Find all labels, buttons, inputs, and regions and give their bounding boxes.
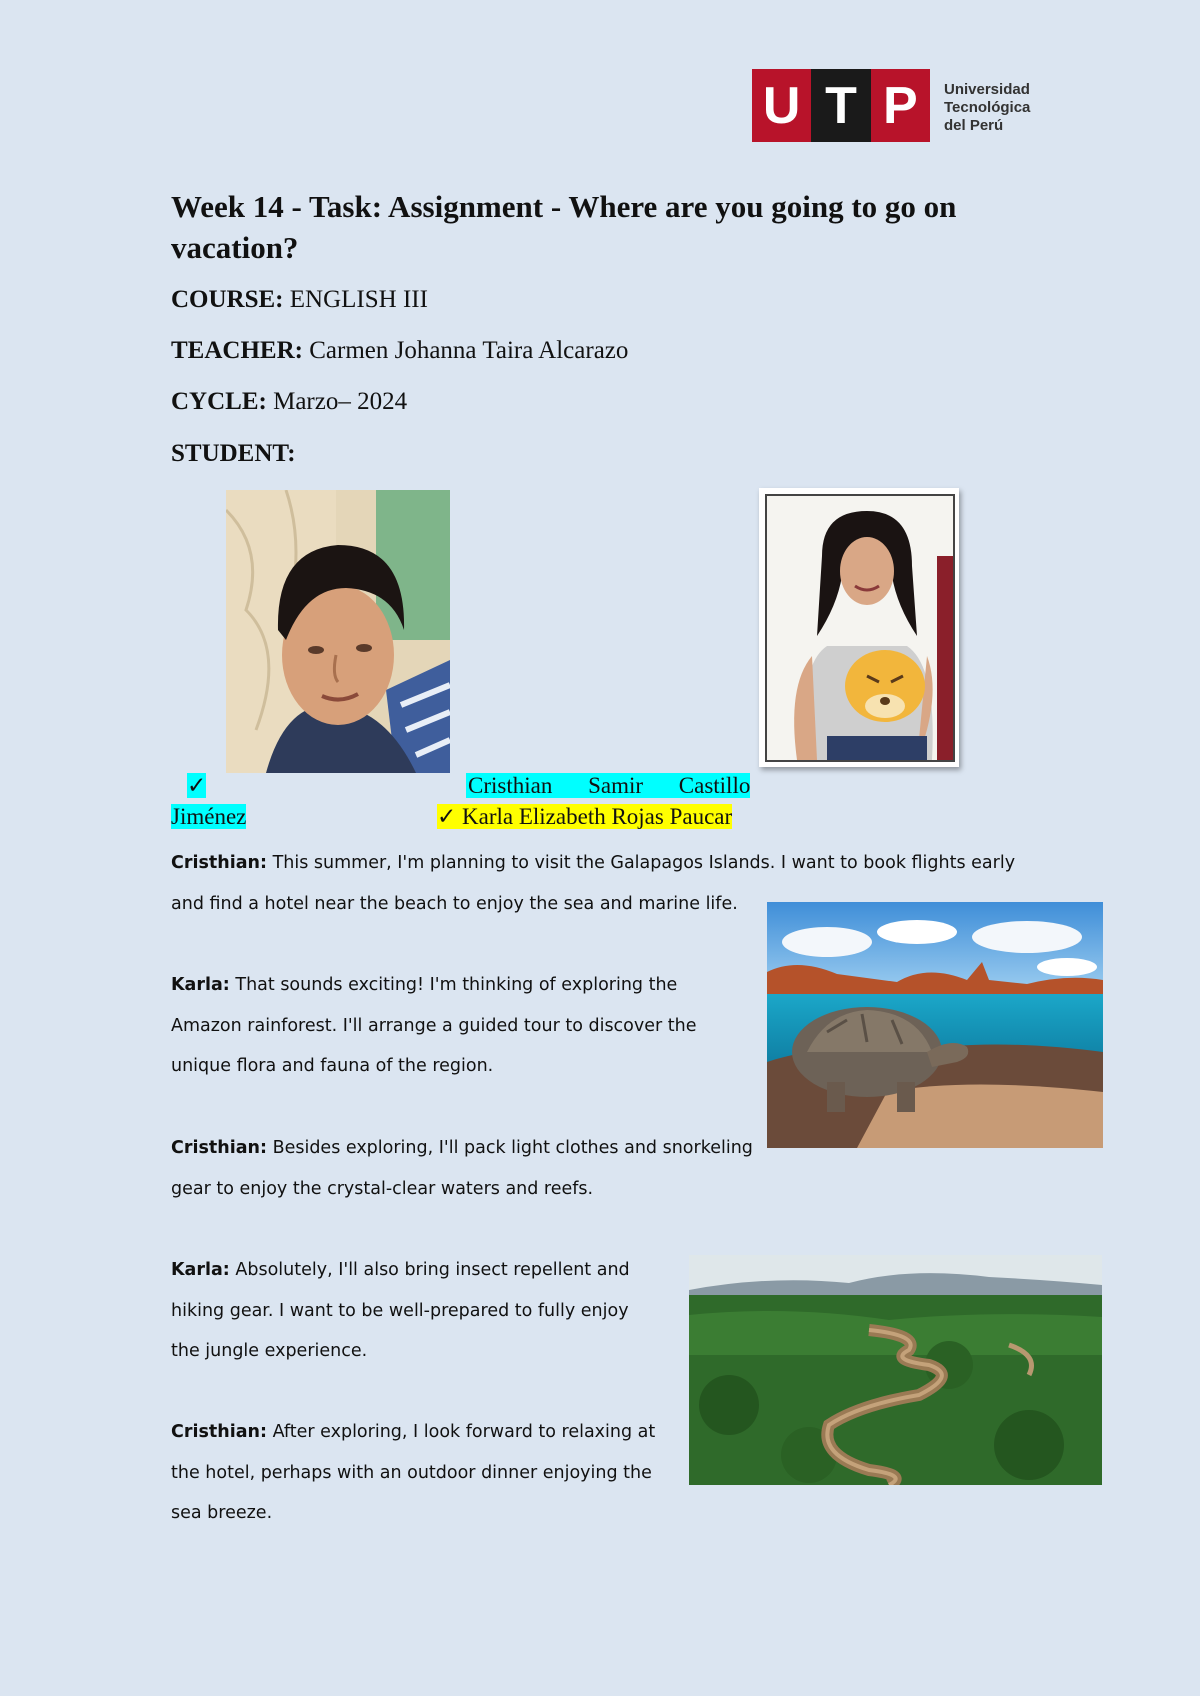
teacher-label: TEACHER: <box>171 337 303 364</box>
dialogue-line: sea breeze. <box>171 1503 273 1523</box>
student2-name <box>437 803 732 831</box>
galapagos-tortoise-image <box>767 902 1103 1148</box>
teacher-value: Carmen Johanna Taira Alcarazo <box>309 337 629 364</box>
student1-name-part2 <box>171 803 246 831</box>
logo-letter-t: T <box>811 69 870 142</box>
student-line <box>171 440 296 468</box>
dialogue-line: and find a hotel near the beach to enjoy the sea and marine life. <box>171 893 738 914</box>
dialogue-line: hiking gear. I want to be well-prepared to fully enjoy <box>171 1300 629 1321</box>
cycle-value: Marzo– 2024 <box>273 388 408 415</box>
utp-logo <box>752 69 1032 143</box>
student-photo-karla-frame <box>759 488 959 767</box>
dialogue-line: Amazon rainforest. I'll arrange a guided tour to discover the <box>171 1015 697 1036</box>
check-mark: ✓ <box>437 804 457 829</box>
student-label: STUDENT: <box>171 440 296 467</box>
dialogue-text: After exploring, I look forward to relaxing at <box>272 1422 656 1442</box>
speaker-name: Karla: <box>171 1260 230 1280</box>
course-value: ENGLISH III <box>289 286 428 313</box>
check-mark: ✓ <box>187 773 207 798</box>
dialogue-line <box>171 1250 691 1291</box>
course-line <box>171 286 428 314</box>
student1-name-text: Cristhian Samir Castillo <box>468 773 751 798</box>
dialogue-line <box>171 965 751 1006</box>
dialogue-text: That sounds exciting! I'm thinking of exploring the <box>235 975 678 995</box>
course-label: COURSE: <box>171 286 284 313</box>
logo-letter-p: P <box>882 76 918 135</box>
cycle-line <box>171 388 407 416</box>
logo-text-line: del Perú <box>944 117 1004 134</box>
page-title: Week 14 - Task: Assignment - Where are you going to go on vacation? <box>171 189 957 265</box>
dialogue-line <box>171 1412 691 1453</box>
dialogue-line: gear to enjoy the crystal-clear waters and reefs. <box>171 1178 594 1199</box>
student1-surname-text: Jiménez <box>171 804 247 829</box>
student1-check <box>187 772 206 800</box>
student2-line <box>437 804 732 829</box>
dialogue-text: This summer, I'm planning to visit the Galapagos Islands. I want to book flights early <box>272 853 1016 873</box>
cycle-label: CYCLE: <box>171 388 267 415</box>
dialogue-line <box>171 843 1071 884</box>
dialogue-text: Absolutely, I'll also bring insect repellent and <box>235 1260 630 1280</box>
logo-text-line: Universidad <box>944 81 1030 98</box>
dialogue-line <box>171 1128 761 1169</box>
speaker-name: Cristhian: <box>171 1138 267 1158</box>
dialogue-entry <box>171 1412 691 1534</box>
logo-text <box>944 81 1030 135</box>
logo-text-line: Tecnológica <box>944 99 1031 116</box>
speaker-name: Karla: <box>171 975 230 995</box>
teacher-line <box>171 337 628 365</box>
speaker-name: Cristhian: <box>171 1422 267 1442</box>
dialogue-line: the jungle experience. <box>171 1341 368 1361</box>
dialogue-text: Besides exploring, I'll pack light clothes and snorkeling <box>272 1138 753 1158</box>
amazon-rainforest-image <box>689 1255 1102 1485</box>
logo-letter-u: U <box>762 76 801 135</box>
dialogue-entry <box>171 1250 691 1372</box>
student2-name-text: Karla Elizabeth Rojas Paucar <box>462 804 733 829</box>
student1-name-part1 <box>466 772 750 800</box>
dialogue-line: unique flora and fauna of the region. <box>171 1056 494 1076</box>
student-photo-karla <box>765 494 955 762</box>
dialogue-entry <box>171 1128 761 1209</box>
utp-logo-box <box>752 69 930 142</box>
speaker-name: Cristhian: <box>171 853 267 873</box>
student-photo-cristhian <box>226 490 450 773</box>
dialogue-line: the hotel, perhaps with an outdoor dinner enjoying the <box>171 1462 652 1483</box>
dialogue-entry <box>171 965 751 1087</box>
